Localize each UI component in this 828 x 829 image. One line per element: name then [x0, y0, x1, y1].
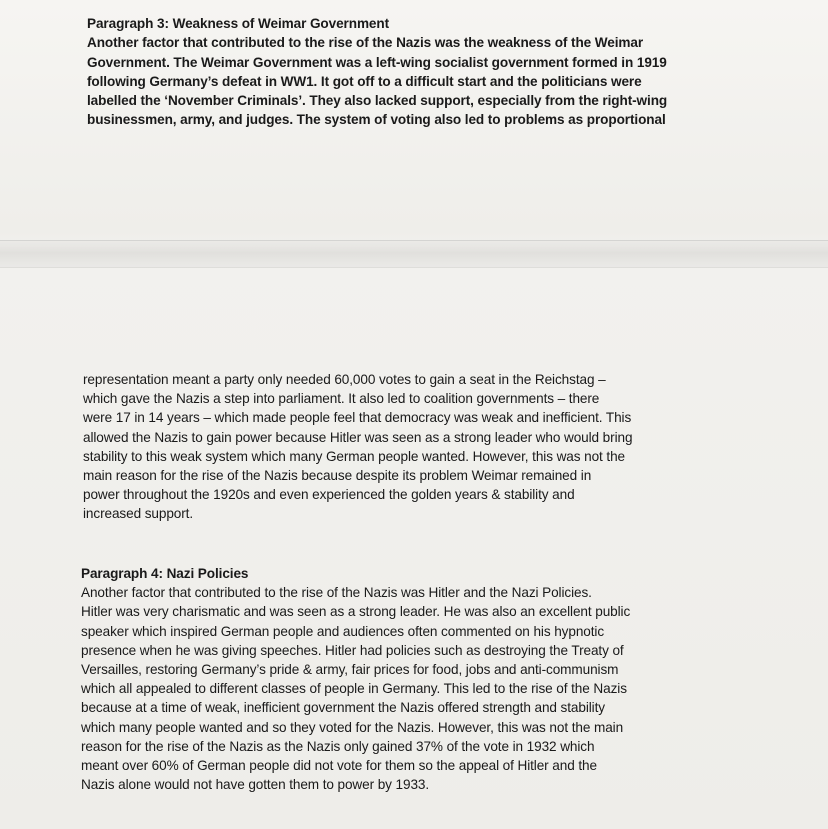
text-line: allowed the Nazis to gain power because Hitler was seen as a strong leader who would bring — [83, 429, 633, 445]
text-line: meant over 60% of German people did not vote for them so the appeal of Hitler and the — [81, 758, 597, 774]
text-line: speaker which inspired German people and audiences often commented on his hypnotic — [81, 623, 605, 639]
text-line: power throughout the 1920s and even experienced the golden years & stability and — [83, 487, 575, 503]
text-line: reason for the rise of the Nazis as the Nazis only gained 37% of the vote in 1932 which — [81, 738, 595, 754]
text-line: because at a time of weak, inefficient government the Nazis offered strength and stability — [81, 700, 605, 716]
text-line: following Germany’s defeat in WW1. It got off to a difficult start and the politicians were — [87, 73, 642, 89]
text-line: presence when he was giving speeches. Hitler had policies such as destroying the Treaty of — [81, 642, 624, 658]
text-line: Versailles, restoring Germany’s pride & army, fair prices for food, jobs and anti-communism — [81, 662, 619, 678]
paragraph-3-block — [87, 14, 747, 130]
text-line: businessmen, army, and judges. The system of voting also led to problems as proportional — [87, 112, 666, 128]
paragraph-3-heading: Paragraph 3: Weakness of Weimar Government — [87, 16, 390, 31]
paragraph-4-heading: Paragraph 4: Nazi Policies — [81, 566, 249, 581]
text-line: increased support. — [83, 506, 194, 522]
text-line: Nazis alone would not have gotten them to power by 1933. — [81, 777, 430, 793]
text-line: labelled the ‘November Criminals’. They also lacked support, especially from the right-wing — [87, 93, 668, 109]
text-line: were 17 in 14 years – which made people feel that democracy was weak and inefficient. This — [83, 410, 632, 426]
text-line: which many people wanted and so they voted for the Nazis. However, this was not the main — [81, 719, 624, 735]
text-line: Hitler was very charismatic and was seen as a strong leader. He was also an excellent public — [81, 604, 631, 620]
text-line: Another factor that contributed to the rise of the Nazis was the weakness of the Weimar — [87, 35, 644, 51]
page-fold-shadow — [0, 240, 828, 268]
text-line: representation meant a party only needed 60,000 votes to gain a seat in the Reichstag – — [83, 372, 606, 387]
text-line: which gave the Nazis a step into parliament. It also led to coalition governments – there — [83, 391, 600, 407]
paragraph-3-continuation — [83, 370, 743, 524]
text-line: which all appealed to different classes of people in Germany. This led to the rise of the Nazis — [81, 681, 627, 697]
text-line: main reason for the rise of the Nazis because despite its problem Weimar remained in — [83, 468, 592, 484]
paragraph-4-block — [81, 564, 741, 794]
text-line: stability to this weak system which many German people wanted. However, this was not the — [83, 448, 625, 464]
text-line: Government. The Weimar Government was a left-wing socialist government formed in 1919 — [87, 54, 667, 70]
text-line: Another factor that contributed to the rise of the Nazis was Hitler and the Nazi Policies. — [81, 585, 592, 601]
